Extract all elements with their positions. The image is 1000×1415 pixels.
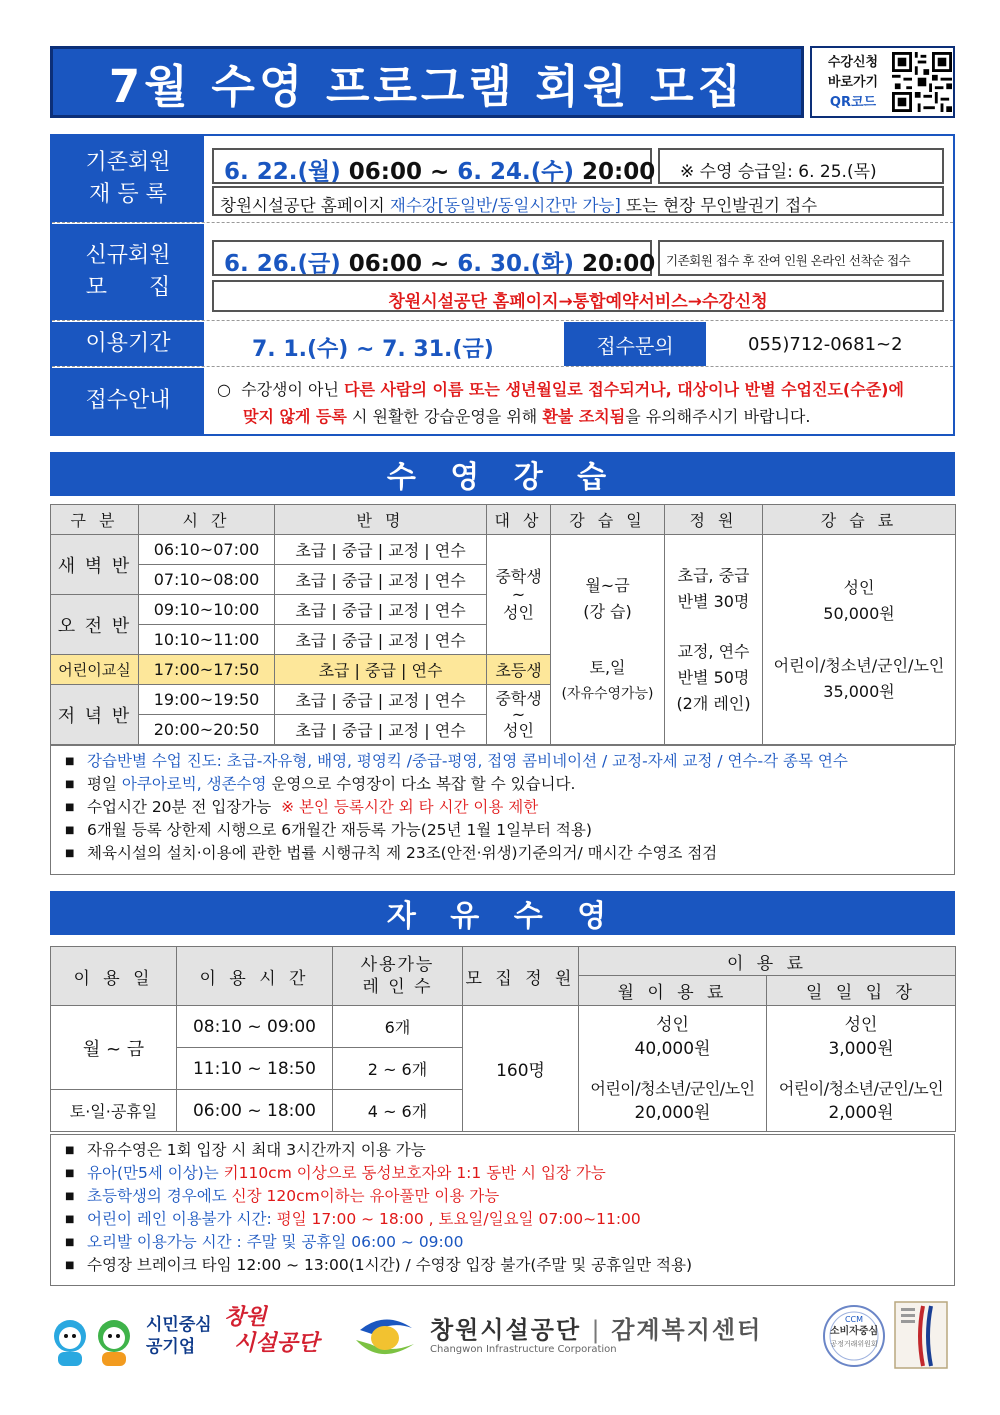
free-heading: 자 유 수 영 [50, 891, 955, 935]
cap4: 반별 50명 [677, 667, 750, 687]
m4: 20,000원 [634, 1102, 711, 1123]
period-value: 7. 1.(수) ~ 7. 31.(금) [252, 337, 494, 362]
days-cell [551, 535, 665, 745]
col-target: 대 상 [487, 505, 551, 535]
guide-t2: 다른 사람의 이름 또는 생년월일로 접수되거나, 대상이나 반별 수업진도(수준)에 [344, 380, 904, 399]
cap-gap [665, 615, 762, 639]
guide-t1: 수강생이 아닌 [241, 380, 345, 399]
target-a3: 성인 [503, 602, 534, 622]
day-weekend: 토·일·공휴일 [51, 1090, 177, 1132]
list-item [87, 796, 954, 819]
col-days: 강 습 일 [551, 505, 665, 535]
qr-line3: QR코드 [829, 95, 877, 110]
free-table [50, 946, 956, 1132]
new-label [52, 224, 204, 320]
brand1: 창원 [224, 1304, 267, 1330]
promotion-date: ※ 수영 승급일: 6. 25.(목) [680, 162, 877, 182]
m-gap [579, 1061, 766, 1077]
col-capacity: 정 원 [665, 505, 763, 535]
free-header-row [51, 947, 956, 976]
time-cell: 07:10~08:00 [139, 565, 275, 595]
title-banner [50, 46, 804, 118]
guide-t4: 시 원활한 강습운영을 위해 [346, 407, 543, 426]
fee4: 35,000원 [823, 681, 895, 701]
divider [52, 366, 953, 367]
time-cell: 10:10~11:00 [139, 625, 275, 655]
fee-cell [763, 535, 956, 745]
existing-how-box [212, 186, 944, 216]
ccm-text [822, 1314, 886, 1350]
existing-sep: ~ [429, 159, 450, 185]
days1: 월~금 [585, 575, 630, 595]
org: 창원시설공단 [430, 1316, 582, 1344]
cap5: (2개 레인) [676, 693, 751, 713]
note-part: 평일 17:00 ~ 18:00 , 토요일/일요일 07:00~11:00 [276, 1210, 641, 1228]
promotion-box [658, 148, 944, 184]
time-cell: 06:00 ~ 18:00 [177, 1090, 333, 1132]
mascot-icon [50, 1308, 140, 1368]
guide-t5: 환불 조치됨 [542, 407, 626, 426]
new-date-start: 6. 26.(금) [224, 251, 341, 277]
class-cell: 초급 | 중급 | 교정 | 연수 [275, 625, 487, 655]
list-item [87, 773, 954, 796]
new-note-box [658, 240, 944, 276]
existing-label-line2: 재 등 록 [89, 182, 167, 207]
table-row [51, 535, 956, 565]
d-gap [767, 1061, 955, 1077]
lane-cell: 6개 [333, 1006, 463, 1048]
new-date-box [212, 240, 656, 277]
note-part: 초등학생의 경우에도 [87, 1187, 232, 1205]
page-title: 7월 수영 프로그램 회원 모집 [108, 59, 746, 113]
existing-how-c: 또는 현장 무인발권기 접수 [620, 196, 818, 215]
list-item: ■ 오리발 이용가능 시간 : 주말 및 공휴일 06:00 ~ 09:00 [87, 1231, 954, 1254]
d2: 3,000원 [828, 1038, 894, 1059]
target-b2: ~ [511, 704, 526, 724]
existing-how-b: 재수강[동일반/동일시간만 가능] [389, 196, 621, 215]
d1: 성인 [844, 1014, 878, 1035]
target-a2: ~ [511, 584, 526, 604]
note-part: 수업시간 20분 전 입장가능 [87, 798, 282, 816]
divider [52, 222, 953, 223]
col-capacity: 모 집 정 원 [463, 947, 579, 1006]
col-monthly: 월 이 용 료 [579, 976, 767, 1006]
slogan2: 공기업 [146, 1337, 196, 1357]
class-cell: 초급 | 중급 | 교정 | 연수 [275, 595, 487, 625]
slogan1: 시민중심 [146, 1315, 212, 1335]
note-part: 아쿠아로빅, 생존수영 [121, 775, 267, 793]
guide-t3: 맞지 않게 등록 [243, 407, 347, 426]
note-part: ※ 본인 등록시간 외 타 시간 이용 제한 [281, 798, 539, 816]
time-cell: 06:10~07:00 [139, 535, 275, 565]
list-item: ■ 6개월 등록 상한제 시행으로 6개월간 재등록 가능(25년 1월 1일부터 적용) [87, 819, 954, 842]
list-item: ■ 수영장 브레이크 타임 12:00 ~ 13:00(1시간) / 수영장 입장 불가(주말 및 공휴일만 적용) [87, 1254, 954, 1277]
period-label: 이용기간 [52, 322, 204, 366]
registration-info [50, 134, 955, 436]
time-cell: 17:00~17:50 [139, 655, 275, 685]
days2: (강 습) [583, 601, 632, 621]
days4: (자유수영가능) [561, 685, 654, 702]
group-morning: 오 전 반 [51, 595, 139, 655]
lesson-heading: 수 영 강 습 [50, 452, 955, 496]
note-part: 유아(만5세 이상)는 [87, 1164, 224, 1182]
d3: 어린이/청소년/군인/노인 [778, 1078, 944, 1098]
day-weekday: 월 ~ 금 [51, 1006, 177, 1090]
existing-how-a: 창원시설공단 홈페이지 [220, 196, 390, 215]
time-cell: 20:00~20:50 [139, 715, 275, 745]
monthly-fee-cell [579, 1006, 767, 1132]
ccm2: 소비자중심 [829, 1326, 879, 1337]
guide-label: 접수안내 [52, 368, 204, 434]
new-date-end: 6. 30.(화) [457, 251, 575, 277]
target-b3: 성인 [503, 720, 534, 740]
list-item [87, 1162, 954, 1185]
table-row [51, 1006, 956, 1048]
lesson-table [50, 504, 956, 745]
cap2: 반별 30명 [677, 591, 750, 611]
new-how: 창원시설공단 홈페이지→통합예약서비스→수강신청 [388, 292, 768, 312]
cap3: 교정, 연수 [677, 641, 750, 661]
fee2: 50,000원 [823, 603, 895, 623]
certification-badge-icon [893, 1300, 949, 1370]
ccm1: CCM [844, 1315, 864, 1324]
note-part: 신장 120cm이하는 유아풀만 이용 가능 [231, 1187, 500, 1205]
cap1: 초급, 중급 [677, 565, 750, 585]
org-name: 창원시설공단 | 감계복지센터 [430, 1316, 763, 1344]
slogan [146, 1314, 212, 1358]
m3: 어린이/청소년/군인/노인 [590, 1078, 755, 1098]
col-time: 시 간 [139, 505, 275, 535]
target-adult-a [487, 535, 551, 655]
divider [52, 320, 953, 321]
col-day: 이 용 일 [51, 947, 177, 1006]
note-part: 어린이 레인 이용불가 시간: [87, 1210, 277, 1228]
new-note: 기존회원 접수 후 잔여 인원 온라인 선착순 접수 [666, 253, 911, 268]
guide-t6: 을 유의해주시기 바랍니다. [625, 407, 811, 426]
target-b1: 중학생 [495, 688, 542, 708]
class-cell: 초급 | 중급 | 교정 | 연수 [275, 715, 487, 745]
target-kids: 초등생 [487, 655, 551, 685]
existing-how [220, 192, 817, 216]
inquiry-phone[interactable]: 055)712-0681~2 [748, 334, 903, 355]
qr-box[interactable] [810, 46, 955, 118]
days-gap [551, 625, 664, 655]
col-fee: 이 용 료 [579, 947, 956, 976]
fee-gap [763, 627, 955, 653]
free-notes [50, 1134, 955, 1286]
existing-date-start: 6. 22.(월) [224, 159, 341, 185]
col-fee: 강 습 료 [763, 505, 956, 535]
lesson-notes [50, 745, 955, 875]
note-part: 키110cm 이상으로 동성보호자와 1:1 동반 시 입장 가능 [223, 1164, 606, 1182]
m1: 성인 [656, 1014, 689, 1035]
qr-line1: 수강신청 [827, 55, 879, 70]
m2: 40,000원 [634, 1038, 711, 1059]
existing-date-end: 6. 24.(수) [457, 159, 575, 185]
new-time-end: 20:00 [582, 251, 656, 277]
new-label-line1: 신규회원 [85, 243, 171, 268]
col-time: 이 용 시 간 [177, 947, 333, 1006]
lane-h1: 사용가능 [360, 955, 435, 975]
new-dates [224, 245, 655, 278]
col-lanes [333, 947, 463, 1006]
capacity-cell: 160명 [463, 1006, 579, 1132]
fee3: 어린이/청소년/군인/노인 [773, 655, 945, 675]
group-kids: 어린이교실 [51, 655, 139, 685]
lane-cell: 4 ~ 6개 [333, 1090, 463, 1132]
existing-date-box [212, 148, 656, 185]
existing-label-line1: 기존회원 [85, 150, 171, 175]
capacity-cell [665, 535, 763, 745]
new-time-start: 06:00 [348, 251, 422, 277]
list-item: ■ 강습반별 수업 진도: 초급-자유형, 배영, 평영킥 /중급-평영, 접영 콤비네이션 / 교정-자세 교정 / 연수-각 종목 연수 [87, 750, 954, 773]
brand-calligraphy [224, 1304, 319, 1356]
d4: 2,000원 [828, 1102, 894, 1123]
note-part: 운영으로 수영장이 다소 복잡 할 수 있습니다. [266, 775, 576, 793]
existing-dates [224, 153, 655, 186]
qr-label [818, 53, 888, 113]
class-cell: 초급 | 중급 | 연수 [275, 655, 487, 685]
qr-line2: 바로가기 [827, 75, 879, 90]
days3: 토,일 [589, 657, 626, 677]
fee1: 성인 [843, 577, 875, 597]
group-evening: 저 녁 반 [51, 685, 139, 745]
lane-h2: 레 인 수 [362, 977, 433, 997]
existing-label [52, 136, 204, 222]
class-cell: 초급 | 중급 | 교정 | 연수 [275, 685, 487, 715]
col-daily: 일 일 입 장 [767, 976, 956, 1006]
qr-code-icon[interactable] [892, 52, 952, 112]
daily-fee-cell [767, 1006, 956, 1132]
footer [50, 1300, 955, 1390]
center: 감계복지센터 [611, 1316, 763, 1344]
inquiry-label: 접수문의 [564, 322, 706, 366]
target-a1: 중학생 [495, 566, 542, 586]
col-class: 반 명 [275, 505, 487, 535]
group-dawn: 새 벽 반 [51, 535, 139, 595]
guide-line2 [217, 403, 904, 430]
new-label-line2: 모 집 [85, 275, 171, 300]
org-english: Changwon Infrastructure Corporation [430, 1344, 617, 1355]
target-adult-b [487, 685, 551, 745]
list-item [87, 1208, 954, 1231]
class-cell: 초급 | 중급 | 교정 | 연수 [275, 535, 487, 565]
class-cell: 초급 | 중급 | 교정 | 연수 [275, 565, 487, 595]
corporation-logo-icon [350, 1310, 420, 1366]
guide-line1: ○ 수강생이 아닌 다른 사람의 이름 또는 생년월일로 접수되거나, 대상이나 반별 수업진도(수준)에 [217, 380, 904, 399]
ccm3: 공정거래위원회 [830, 1340, 878, 1348]
time-cell: 11:10 ~ 18:50 [177, 1048, 333, 1090]
new-how-box [212, 280, 944, 312]
col-group: 구 분 [51, 505, 139, 535]
list-item: ■ 체육시설의 설치·이용에 관한 법률 시행규칙 제 23조(안전·위생)기준의거/ 매시간 수영조 점검 [87, 842, 954, 865]
note-part: 평일 [87, 775, 122, 793]
existing-time-end: 20:00 [582, 159, 656, 185]
list-item: ■ 자유수영은 1회 입장 시 최대 3시간까지 이용 가능 [87, 1139, 954, 1162]
guide-text [217, 376, 904, 430]
list-item [87, 1185, 954, 1208]
brand2: 시설공단 [234, 1330, 320, 1356]
time-cell: 09:10~10:00 [139, 595, 275, 625]
new-sep: ~ [429, 251, 450, 277]
time-cell: 08:10 ~ 09:00 [177, 1006, 333, 1048]
lane-cell: 2 ~ 6개 [333, 1048, 463, 1090]
existing-time-start: 06:00 [348, 159, 422, 185]
time-cell: 19:00~19:50 [139, 685, 275, 715]
